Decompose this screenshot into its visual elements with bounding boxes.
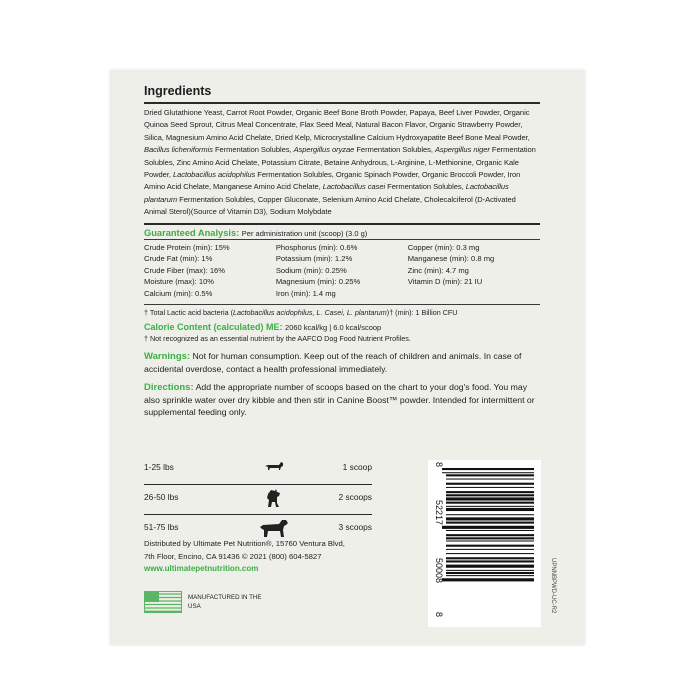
barcode-bar (446, 479, 534, 480)
ingredient-species: Lactobacillus plantarum (144, 182, 509, 204)
barcode-bar (446, 560, 534, 562)
ingredient-text: Fermentation Solubles, (385, 182, 466, 192)
ingredient-text: Fermentation Solubles, Organic Spinach Powder, Organic Broccoli Powder, Iron Amino Acid Chelate, Manganese Amino Acid Chelate, (144, 170, 521, 192)
ingredient-species: Lactobacillus casei (322, 182, 386, 192)
barcode-bar (446, 545, 534, 547)
guaranteed-analysis-label: Guaranteed Analysis: (144, 227, 240, 238)
analysis-item: Crude Fiber (max): 16% (144, 265, 226, 275)
ingredients-list (144, 107, 540, 219)
directions-label: Directions: (144, 381, 194, 393)
ingredient-text: Fermentation Solubles, Zinc Amino Acid Chelate, Potassium Citrate, Betaine Anhydrous, L-Arginine, L-Methionine, Organic Kale Powder, (144, 145, 536, 180)
small-dog-icon (264, 460, 284, 473)
dosage-row (144, 485, 372, 514)
calorie-content (144, 322, 540, 332)
barcode-bar (442, 468, 534, 470)
calorie-value: 2060 kcal/kg | 6.0 kcal/scoop (285, 322, 382, 332)
barcode-bar (446, 549, 534, 550)
barcode-bar (446, 506, 534, 507)
dosage-scoops: 3 scoops (338, 522, 372, 532)
barcode-bar (446, 517, 534, 520)
dosage-row (144, 455, 372, 484)
dosage-chart (144, 455, 372, 544)
made-in-usa-text: MANUFACTURED IN THE USA (188, 594, 262, 610)
large-dog-icon (259, 518, 289, 538)
bacteria-note-text: )† (min): 1 Billion CFU (386, 307, 458, 317)
warnings-label: Warnings: (144, 350, 191, 362)
divider (144, 304, 540, 305)
analysis-item: Moisture (max): 10% (144, 277, 215, 287)
directions (144, 381, 540, 418)
analysis-item: Crude Protein (min): 15% (144, 242, 230, 252)
ingredient-text: Fermentation Solubles, (212, 145, 294, 155)
ingredient-species: Bacillus licheniformis (144, 145, 213, 155)
barcode-bar (446, 537, 534, 539)
analysis-item: Iron (min): 1.4 mg (275, 289, 336, 299)
barcode-bar (442, 472, 534, 473)
dosage-weight: 51-75 lbs (144, 522, 179, 532)
analysis-column (276, 242, 408, 300)
analysis-item: Sodium (min): 0.25% (275, 265, 347, 275)
divider (144, 239, 540, 240)
barcode (428, 460, 541, 627)
barcode-bar (442, 526, 534, 529)
barcode-digits: 8 (434, 612, 444, 618)
barcode-digits: 50008 (434, 558, 444, 584)
distributor-line: 7th Floor, Encino, CA 91436 © 2021 (800) 604-5827 (144, 551, 322, 561)
product-back-panel (110, 70, 585, 645)
analysis-item: Magnesium (min): 0.25% (275, 277, 361, 287)
warnings (144, 350, 540, 375)
barcode-bar (446, 557, 534, 559)
barcode-bar (446, 483, 534, 485)
barcode-bar (446, 540, 534, 541)
barcode-bars (428, 460, 541, 627)
warnings-text: Not for human consumption. Keep out of the reach of children and animals. In case of accidental overdose, contact a health professional immediately. (144, 350, 522, 374)
dosage-weight: 26-50 lbs (144, 492, 179, 502)
calorie-label: Calorie Content (calculated) ME: (144, 321, 283, 332)
barcode-bar (446, 497, 534, 500)
us-flag-icon (144, 591, 182, 613)
website-link[interactable]: www.ultimatepetnutrition.com (144, 564, 259, 574)
barcode-bar (446, 572, 534, 574)
analysis-item: Manganese (min): 0.8 mg (407, 254, 495, 264)
bacteria-note-text: † Total Lactic acid bacteria ( (144, 307, 233, 317)
divider (144, 102, 540, 104)
dosage-scoops: 2 scoops (338, 492, 372, 502)
barcode-bar (446, 575, 534, 576)
ingredient-text: Dried Glutathione Yeast, Carrot Root Powder, Organic Beef Bone Broth Powder, Papaya, Beef Liver Powder, Organic Quinoa Seed Sprout, Citrus Meal Concentrate, Flax Seed Meal, Natural Bacon Flavor, Organic Strawberry Powder, Silica, Magnesium Amino Acid Chelate, Dried Kelp, Microcrystalline Calcium Hydroxyapatite Beef Bone Meal Powder, (144, 108, 530, 142)
analysis-column (408, 242, 540, 300)
analysis-item: Calcium (min): 0.5% (144, 289, 213, 299)
ingredient-text: Fermentation Solubles, (354, 145, 435, 155)
barcode-bar (446, 553, 534, 554)
barcode-bar (446, 530, 534, 531)
barcode-bar (446, 502, 534, 504)
medium-dog-icon (265, 488, 283, 508)
barcode-bar (446, 508, 534, 511)
label-content (144, 84, 540, 418)
analysis-item: Copper (min): 0.3 mg (407, 242, 480, 252)
barcode-bar (446, 565, 534, 568)
analysis-basis: Per administration unit (scoop) (3.0 g) (241, 228, 368, 238)
barcode-bar (446, 487, 534, 488)
barcode-bar (446, 534, 534, 536)
barcode-bar (446, 474, 534, 476)
analysis-item: Potassium (min): 1.2% (275, 254, 353, 264)
barcode-digits: 52217 (434, 500, 444, 526)
ingredients-title: Ingredients (144, 84, 212, 98)
barcode-bar (446, 494, 534, 496)
barcode-bar (446, 522, 534, 524)
barcode-digits: 8 (434, 462, 444, 468)
analysis-item: Phosphorus (min): 0.6% (275, 242, 358, 252)
barcode-bar (442, 578, 534, 581)
distributor-info (144, 538, 384, 576)
made-in-usa (144, 591, 262, 618)
barcode-bar (446, 491, 534, 493)
analysis-item: Crude Fat (min): 1% (144, 254, 213, 264)
analysis-item: Zinc (min): 4.7 mg (407, 265, 469, 275)
dosage-weight: 1-25 lbs (144, 462, 174, 472)
ingredient-species: Lactobacillus acidophilus (172, 170, 256, 180)
barcode-bar (446, 514, 534, 515)
analysis-item: Vitamin D (min): 21 IU (407, 277, 483, 287)
barcode-bar (446, 570, 534, 571)
guaranteed-analysis-heading (144, 228, 540, 238)
analysis-table (144, 242, 540, 300)
ingredient-species: Aspergillus niger (434, 145, 490, 155)
divider (144, 223, 540, 225)
bacteria-note (144, 308, 540, 318)
distributor-line: Distributed by Ultimate Pet Nutrition®, 15760 Ventura Blvd, (144, 539, 345, 548)
product-code: UPNNBPWD-UC-R2 (550, 558, 556, 614)
aafco-note: † Not recognized as an essential nutrient by the AAFCO Dog Food Nutrient Profiles. (144, 333, 411, 343)
ingredient-text: Fermentation Solubles, Copper Gluconate, Selenium Amino Acid Chelate, Cholecalciferol (D-Activated Animal Sterol)(Source of Vitamin D3), Sodium Molybdate (144, 194, 516, 217)
directions-text: Add the appropriate number of scoops based on the chart to your dog's food. You may also sprinkle water over dry kibble and then stir in Canine Boost™ powder. Intended for intermittent or supplemental feeding only. (144, 381, 535, 417)
ingredient-species: Aspergillus oryzae (293, 145, 355, 155)
dosage-scoops: 1 scoop (342, 462, 372, 472)
analysis-column (144, 242, 276, 300)
bacteria-species: Lactobacillus acidophilus, L. Casei, L. plantarum (232, 307, 387, 317)
